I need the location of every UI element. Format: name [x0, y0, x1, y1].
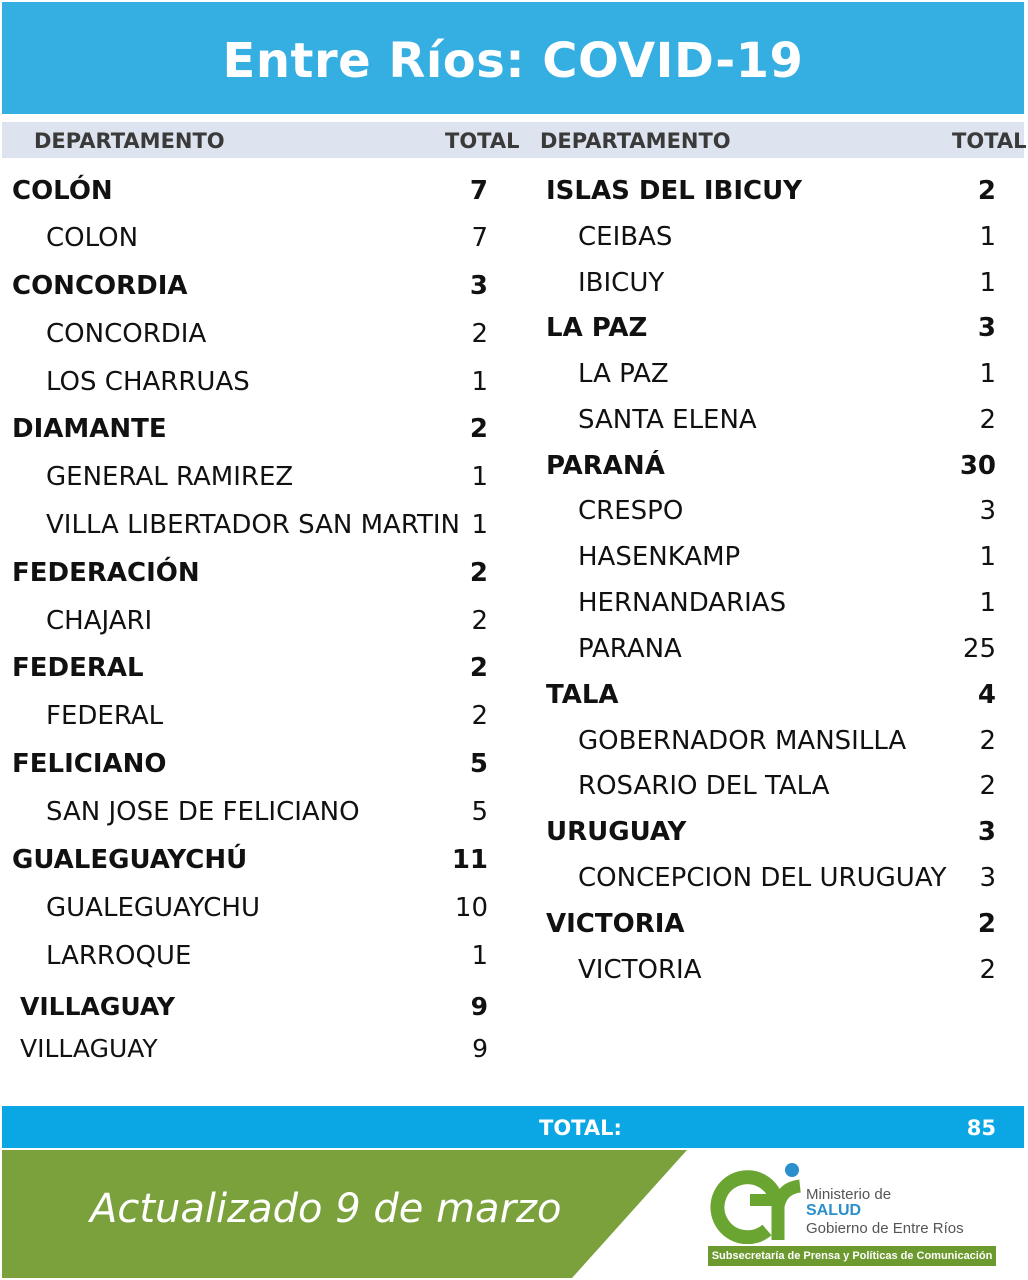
- department-total: 2: [977, 909, 996, 939]
- locality-total: 1: [979, 268, 996, 298]
- department-total: 5: [469, 749, 488, 779]
- department-total: 30: [959, 451, 996, 481]
- department-row: [0, 271, 510, 315]
- locality-name: CONCORDIA: [46, 319, 207, 349]
- locality-row: [520, 268, 1028, 312]
- locality-row: [0, 1034, 510, 1078]
- locality-name: LOS CHARRUAS: [46, 367, 250, 397]
- locality-row: [0, 510, 510, 554]
- locality-row: [520, 634, 1028, 678]
- locality-row: [520, 359, 1028, 403]
- locality-row: [0, 701, 510, 745]
- locality-row: [0, 606, 510, 650]
- department-total: 3: [977, 817, 996, 847]
- department-total: 2: [977, 176, 996, 206]
- footer: [2, 1150, 1024, 1278]
- locality-name: VICTORIA: [578, 955, 702, 985]
- department-name: FELICIANO: [12, 749, 167, 779]
- department-name: GUALEGUAYCHÚ: [12, 845, 248, 875]
- header-total-right: TOTAL: [952, 129, 1027, 153]
- department-name: CONCORDIA: [12, 271, 188, 301]
- locality-row: [520, 863, 1028, 907]
- locality-total: 2: [979, 771, 996, 801]
- department-name: VILLAGUAY: [20, 992, 175, 1021]
- department-row: [520, 313, 1028, 357]
- department-total: 3: [977, 313, 996, 343]
- department-total: 9: [470, 992, 488, 1021]
- locality-total: 1: [471, 462, 488, 492]
- locality-name: ROSARIO DEL TALA: [578, 771, 830, 801]
- locality-name: LA PAZ: [578, 359, 669, 389]
- department-row: [0, 992, 510, 1036]
- department-total: 3: [469, 271, 488, 301]
- logo-gobierno-text: Gobierno de Entre Ríos: [806, 1220, 964, 1237]
- locality-row: [0, 797, 510, 841]
- locality-name: FEDERAL: [46, 701, 164, 731]
- department-row: [520, 909, 1028, 953]
- department-row: [0, 176, 510, 220]
- total-bar: [2, 1106, 1024, 1148]
- locality-row: [520, 496, 1028, 540]
- locality-row: [0, 319, 510, 363]
- locality-row: [520, 405, 1028, 449]
- locality-total: 1: [979, 588, 996, 618]
- locality-total: 2: [471, 701, 488, 731]
- department-name: TALA: [546, 680, 619, 710]
- locality-row: [0, 941, 510, 985]
- locality-name: CRESPO: [578, 496, 684, 526]
- department-row: [0, 749, 510, 793]
- locality-name: HASENKAMP: [578, 542, 741, 572]
- department-name: ISLAS DEL IBICUY: [546, 176, 803, 206]
- locality-row: [520, 222, 1028, 266]
- department-row: [520, 817, 1028, 861]
- locality-total: 2: [471, 606, 488, 636]
- department-total: 11: [451, 845, 488, 875]
- locality-row: [520, 726, 1028, 770]
- locality-total: 2: [979, 405, 996, 435]
- locality-name: CEIBAS: [578, 222, 673, 252]
- logo-ministry-text: Ministerio de: [806, 1186, 892, 1203]
- locality-total: 2: [979, 726, 996, 756]
- department-name: FEDERAL: [12, 653, 144, 683]
- department-name: LA PAZ: [546, 313, 648, 343]
- department-row: [0, 845, 510, 889]
- department-name: PARANÁ: [546, 451, 665, 481]
- locality-row: [520, 955, 1028, 999]
- locality-name: LARROQUE: [46, 941, 192, 971]
- total-label: TOTAL:: [539, 1116, 622, 1140]
- locality-total: 2: [979, 955, 996, 985]
- locality-total: 9: [472, 1034, 488, 1063]
- locality-total: 3: [979, 496, 996, 526]
- subsecretaria-banner: Subsecretaría de Prensa y Políticas de Comunicación: [706, 1244, 998, 1268]
- department-row: [520, 176, 1028, 220]
- locality-total: 3: [979, 863, 996, 893]
- locality-row: [520, 588, 1028, 632]
- header-departamento-right: DEPARTAMENTO: [540, 129, 731, 153]
- department-total: 4: [977, 680, 996, 710]
- locality-row: [0, 223, 510, 267]
- title-banner: [2, 2, 1024, 114]
- locality-total: 25: [962, 634, 996, 664]
- department-total: 7: [469, 176, 488, 206]
- department-name: COLÓN: [12, 176, 113, 206]
- locality-row: [0, 893, 510, 937]
- locality-total: 1: [471, 941, 488, 971]
- department-name: VICTORIA: [546, 909, 685, 939]
- updated-date: Actualizado 9 de marzo: [90, 1186, 562, 1232]
- header-total-left: TOTAL: [445, 129, 520, 153]
- locality-total: 5: [471, 797, 488, 827]
- locality-name: VILLA LIBERTADOR SAN MARTIN: [46, 510, 461, 540]
- department-name: DIAMANTE: [12, 414, 167, 444]
- department-total: 2: [469, 414, 488, 444]
- locality-name: SANTA ELENA: [578, 405, 757, 435]
- department-row: [0, 414, 510, 458]
- locality-name: VILLAGUAY: [20, 1034, 158, 1063]
- locality-total: 1: [471, 367, 488, 397]
- locality-total: 1: [979, 359, 996, 389]
- locality-name: COLON: [46, 223, 139, 253]
- department-row: [520, 451, 1028, 495]
- locality-name: SAN JOSE DE FELICIANO: [46, 797, 360, 827]
- total-value: 85: [966, 1116, 996, 1140]
- logo-salud-text: SALUD: [806, 1202, 862, 1219]
- locality-name: IBICUY: [578, 268, 665, 298]
- locality-name: HERNANDARIAS: [578, 588, 787, 618]
- department-row: [0, 558, 510, 602]
- locality-row: [0, 462, 510, 506]
- locality-row: [520, 771, 1028, 815]
- department-name: URUGUAY: [546, 817, 687, 847]
- locality-name: PARANA: [578, 634, 682, 664]
- header-departamento-left: DEPARTAMENTO: [34, 129, 225, 153]
- locality-row: [520, 542, 1028, 586]
- table-header: [2, 122, 1027, 158]
- department-row: [520, 680, 1028, 724]
- locality-name: CHAJARI: [46, 606, 153, 636]
- locality-total: 2: [471, 319, 488, 349]
- department-total: 2: [469, 653, 488, 683]
- locality-name: GOBERNADOR MANSILLA: [578, 726, 907, 756]
- department-name: FEDERACIÓN: [12, 558, 200, 588]
- locality-total: 7: [471, 223, 488, 253]
- locality-total: 1: [979, 542, 996, 572]
- locality-row: [0, 367, 510, 411]
- department-row: [0, 653, 510, 697]
- department-total: 2: [469, 558, 488, 588]
- locality-name: GUALEGUAYCHU: [46, 893, 261, 923]
- page-title: Entre Ríos: COVID-19: [222, 33, 804, 89]
- locality-total: 1: [471, 510, 488, 540]
- locality-total: 1: [979, 222, 996, 252]
- locality-total: 10: [454, 893, 488, 923]
- locality-name: CONCEPCION DEL URUGUAY: [578, 863, 947, 893]
- locality-name: GENERAL RAMIREZ: [46, 462, 294, 492]
